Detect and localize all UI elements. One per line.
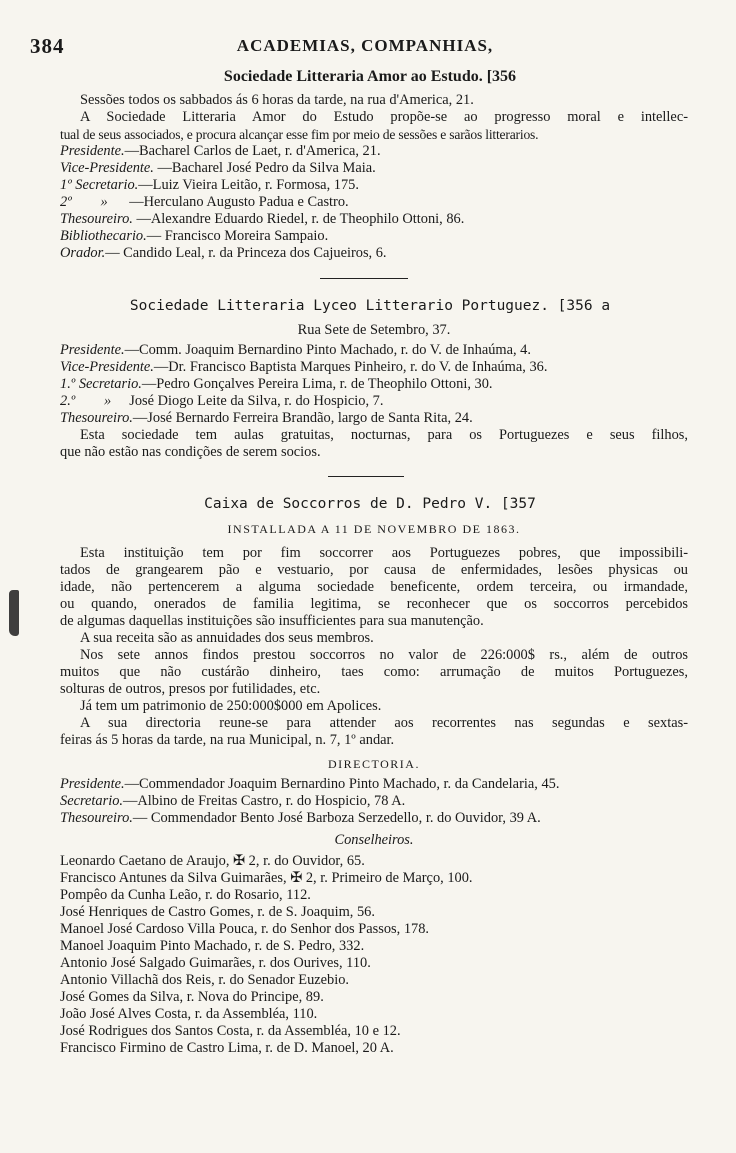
officer-name: —Pedro Gonçalves Pereira Lima, r. de Theophilo Ottoni, 30. <box>141 376 493 392</box>
running-head <box>30 34 700 60</box>
officer-line <box>60 211 688 228</box>
installed-date: INSTALLADA A 11 DE NOVEMBRO DE 1863. <box>227 522 521 536</box>
officer-name: —Dr. Francisco Baptista Marques Pinheiro, r. do V. de Inhaúma, 36. <box>153 359 548 375</box>
text-line: solturas de outros, presos por futilidades, etc. <box>60 681 321 697</box>
conselheiro-line: Pompêo da Cunha Leão, r. do Rosario, 112. <box>60 887 311 903</box>
officer-line <box>60 143 688 160</box>
officer-name: —Bacharel José Pedro da Silva Maia. <box>153 160 376 176</box>
officer-role: Secretario. <box>60 793 124 809</box>
text-line: de algumas daquellas instituições são insufficientes para sua manutenção. <box>60 613 484 629</box>
officer-line <box>60 776 688 793</box>
officer-line <box>60 359 688 376</box>
conselheiro-line: Antonio José Salgado Guimarães, r. dos Ourives, 110. <box>60 955 371 971</box>
section-divider <box>320 278 408 279</box>
text-line: idade, não pertencerem a alguma sociedade beneficente, ordem terceira, ou irmandade, <box>60 579 688 595</box>
officer-name: —Commendador Joaquim Bernardino Pinto Machado, r. da Candelaria, 45. <box>124 776 560 792</box>
text-line: Nos sete annos findos prestou soccorros no valor de 226:000$ rs., além de outros <box>80 647 688 663</box>
officer-name: —Albino de Freitas Castro, r. do Hospicio, 78 A. <box>123 793 406 809</box>
officer-name: —Bacharel Carlos de Laet, r. d'America, 21. <box>124 143 381 159</box>
officer-name: — Candido Leal, r. da Princeza dos Cajueiros, 6. <box>105 245 387 261</box>
page-number: 384 <box>30 34 65 58</box>
conselheiros-heading: Conselheiros. <box>334 832 414 848</box>
officer-role: 1º Secretario. <box>60 177 139 193</box>
officer-line <box>60 793 688 810</box>
officer-role: Presidente. <box>60 342 125 358</box>
officer-line <box>60 342 688 359</box>
section-divider <box>328 476 404 477</box>
text-line: tual de seus associados, e procura alcançar esse fim por meio de sessões e sarãos litterarios. <box>60 127 539 142</box>
conselheiro-line: Francisco Firmino de Castro Lima, r. de D. Manoel, 20 A. <box>60 1040 394 1056</box>
conselheiro-line: Manoel José Cardoso Villa Pouca, r. do Senhor dos Passos, 178. <box>60 921 430 937</box>
officer-line <box>60 393 688 410</box>
officer-line <box>60 376 688 393</box>
conselheiro-line: José Gomes da Silva, r. Nova do Principe, 89. <box>60 989 324 1005</box>
text-line: Sessões todos os sabbados ás 6 horas da tarde, na rua d'America, 21. <box>80 92 474 108</box>
conselheiro-line: João José Alves Costa, r. da Assembléa, 110. <box>60 1006 318 1022</box>
text-line: Esta sociedade tem aulas gratuitas, nocturnas, para os Portuguezes e seus filhos, <box>80 427 688 443</box>
officer-line <box>60 810 688 827</box>
text-line: muitos que não custárão dinheiro, taes como: arrumação de muitos Portuguezes, <box>60 664 688 680</box>
conselheiro-line: José Henriques de Castro Gomes, r. de S. Joaquim, 56. <box>60 904 375 920</box>
conselheiro-line: Manoel Joaquim Pinto Machado, r. de S. Pedro, 332. <box>60 938 365 954</box>
text-line: Esta instituição tem por fim soccorrer aos Portuguezes pobres, que impossibili- <box>80 545 688 561</box>
officer-role: Thesoureiro. <box>60 810 133 826</box>
officer-role: Presidente. <box>60 776 125 792</box>
text-line: Já tem um patrimonio de 250:000$000 em Apolices. <box>80 698 382 714</box>
officer-role: Bibliothecario. <box>60 228 147 244</box>
officer-role: Thesoureiro. <box>60 410 133 426</box>
text-line: que não estão nas condições de serem socios. <box>60 444 321 460</box>
text-line: ou quando, onerados de familia legitima, se reconhecer que os soccorros percebidos <box>60 596 688 612</box>
officer-line <box>60 177 688 194</box>
officer-role: Orador. <box>60 245 106 261</box>
section-title-caixa-soccorros: Caixa de Soccorros de D. Pedro V. [357 <box>204 496 536 512</box>
officer-line <box>60 160 688 177</box>
officer-line <box>60 228 688 245</box>
officer-name: — Commendador Bento José Barboza Serzedello, r. do Ouvidor, 39 A. <box>132 810 541 826</box>
officer-line <box>60 410 688 427</box>
officer-name: —Luiz Vieira Leitão, r. Formosa, 175. <box>138 177 359 193</box>
officer-role: 1.º Secretario. <box>60 376 142 392</box>
officer-name: —José Bernardo Ferreira Brandão, largo de Santa Rita, 24. <box>132 410 473 426</box>
section-title-amor-ao-estudo: Sociedade Litteraria Amor ao Estudo. [356 <box>223 68 517 85</box>
officer-role: Vice-Presidente. <box>60 359 154 375</box>
officer-line <box>60 245 688 262</box>
text-line: A sua receita são as annuidades dos seus membros. <box>80 630 374 646</box>
text-line: A sua directoria reune-se para attender aos recorrentes nas segundas e sextas- <box>80 715 688 731</box>
directoria-heading: DIRECTORIA. <box>328 757 420 771</box>
conselheiro-line: José Rodrigues dos Santos Costa, r. da Assembléa, 10 e 12. <box>60 1023 401 1039</box>
ink-smudge <box>9 590 19 636</box>
officer-name: —Alexandre Eduardo Riedel, r. de Theophilo Ottoni, 86. <box>132 211 465 227</box>
officer-role: 2.º » <box>60 393 112 409</box>
officer-line <box>60 194 688 211</box>
text-line: feiras ás 5 horas da tarde, na rua Municipal, n. 7, 1º andar. <box>60 732 395 748</box>
officer-name: — Francisco Moreira Sampaio. <box>146 228 329 244</box>
text-line: tados de grangearem pão e vestuario, por causa de enfermidades, lesões physicas ou <box>60 562 688 578</box>
officer-name: José Diogo Leite da Silva, r. do Hospicio, 7. <box>111 393 384 409</box>
text-line: A Sociedade Litteraria Amor do Estudo propõe-se ao progresso moral e intellec- <box>80 109 688 125</box>
officer-name: —Comm. Joaquim Bernardino Pinto Machado, r. do V. de Inhaúma, 4. <box>124 342 531 358</box>
conselheiro-line: Antonio Villachã dos Reis, r. do Senador Euzebio. <box>60 972 350 988</box>
officer-role: Thesoureiro. <box>60 211 133 227</box>
address-line: Rua Sete de Setembro, 37. <box>297 322 451 338</box>
officer-role: 2º » <box>60 194 108 210</box>
officer-role: Presidente. <box>60 143 125 159</box>
running-title: ACADEMIAS, COMPANHIAS, <box>236 36 494 55</box>
section-title-lyceo-litterario: Sociedade Litteraria Lyceo Litterario Portuguez. [356 a <box>129 298 611 314</box>
conselheiro-line: Francisco Antunes da Silva Guimarães, ✠ 2, r. Primeiro de Março, 100. <box>60 870 473 886</box>
officer-name: —Herculano Augusto Padua e Castro. <box>107 194 349 210</box>
conselheiro-line: Leonardo Caetano de Araujo, ✠ 2, r. do Ouvidor, 65. <box>60 853 365 869</box>
officer-role: Vice-Presidente. <box>60 160 154 176</box>
